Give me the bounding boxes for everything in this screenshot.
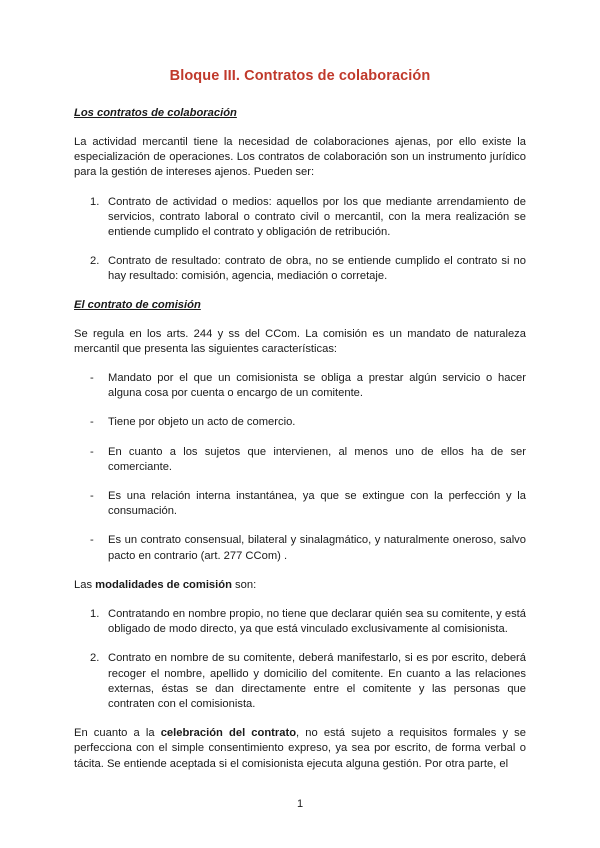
celebracion-pre: En cuanto a la bbox=[74, 727, 161, 740]
list-item-text: Es un contrato consensual, bilateral y sinalagmático, y naturalmente oneroso, salvo pacto en contrario (art. 277 CCom) . bbox=[108, 534, 526, 562]
list-marker: 1. bbox=[90, 195, 100, 208]
page-number: 1 bbox=[296, 798, 304, 810]
list-item bbox=[74, 415, 526, 430]
list-item-text: Es una relación interna instantánea, ya que se extingue con la perfección y la consumación. bbox=[108, 490, 526, 518]
colaboracion-list bbox=[74, 195, 526, 285]
list-item bbox=[74, 371, 526, 401]
list-marker: - bbox=[90, 416, 94, 429]
list-item-text: Contrato de resultado: contrato de obra, no se entiende cumplido el contrato si no hay resultado: comisión, agencia, mediación o corretaje. bbox=[108, 255, 526, 283]
list-item bbox=[74, 195, 526, 241]
list-item bbox=[74, 445, 526, 475]
modalidades-intro-bold: modalidades de comisión bbox=[95, 578, 232, 591]
list-marker: 2. bbox=[90, 255, 100, 268]
list-item-text: En cuanto a los sujetos que intervienen, al menos uno de ellos ha de ser comerciante. bbox=[108, 445, 526, 473]
list-marker: - bbox=[90, 445, 94, 458]
list-marker: 2. bbox=[90, 652, 100, 665]
list-item bbox=[74, 489, 526, 519]
modalidades-intro bbox=[74, 578, 526, 593]
list-marker: - bbox=[90, 490, 94, 503]
celebracion-paragraph bbox=[74, 726, 526, 772]
comision-intro: Se regula en los arts. 244 y ss del CCom. La comisión es un mandato de naturaleza mercantil que presenta las siguientes características: bbox=[74, 327, 526, 355]
list-item-text: Tiene por objeto un acto de comercio. bbox=[108, 416, 296, 429]
list-item-text: Mandato por el que un comisionista se obliga a prestar algún servicio o hacer alguna cosa por cuenta o encargo de un comitente. bbox=[108, 372, 526, 400]
colaboracion-intro: La actividad mercantil tiene la necesidad de colaboraciones ajenas, por ello existe la especialización de operaciones. Los contratos de colaboración son un instrumento jurídico para la gestión de intereses ajenos. Pueden ser: bbox=[74, 136, 526, 179]
list-item-text: Contrato en nombre de su comitente, deberá manifestarlo, si es por escrito, deberá recoger el nombre, apellido y domicilio del comitente. En cuanto a las relaciones externas, éstas se dan directamente entre el comitente y las personas que contraten con el comisionista. bbox=[108, 652, 526, 711]
celebracion-post: , no está sujeto a requisitos formales y se perfecciona con el simple consentimiento expreso, ya sea por escrito, de forma verbal o tácita. Se entiende aceptada si el comisionista ejecuta alguna gestión. Por otra parte, el bbox=[74, 727, 526, 770]
list-marker: 1. bbox=[90, 608, 100, 621]
list-item bbox=[74, 254, 526, 284]
comision-list bbox=[74, 371, 526, 564]
list-marker: - bbox=[90, 372, 94, 385]
modalidades-intro-pre: Las bbox=[74, 578, 96, 591]
celebracion-bold: celebración del contrato bbox=[160, 727, 297, 740]
list-item-text: Contratando en nombre propio, no tiene que declarar quién sea su comitente, y está obligado de modo directo, ya que está vinculado exclusivamente al comisionista. bbox=[108, 608, 526, 636]
section-heading-comision: El contrato de comisión bbox=[74, 298, 201, 311]
modalidades-intro-post: son: bbox=[231, 578, 257, 591]
list-item bbox=[74, 533, 526, 563]
section-heading-colaboracion: Los contratos de colaboración bbox=[74, 107, 237, 119]
list-marker: - bbox=[90, 534, 94, 547]
list-item-text: Contrato de actividad o medios: aquellos por los que mediante arrendamiento de servicios, contrato laboral o contrato civil o mercantil, con la mera realización se entiende cumplido el contrato y obligación de retribución. bbox=[108, 195, 526, 239]
list-item bbox=[74, 607, 526, 637]
list-item bbox=[74, 651, 526, 712]
page-title: Bloque III. Contratos de colaboración bbox=[169, 68, 431, 84]
modalidades-list bbox=[74, 607, 526, 712]
